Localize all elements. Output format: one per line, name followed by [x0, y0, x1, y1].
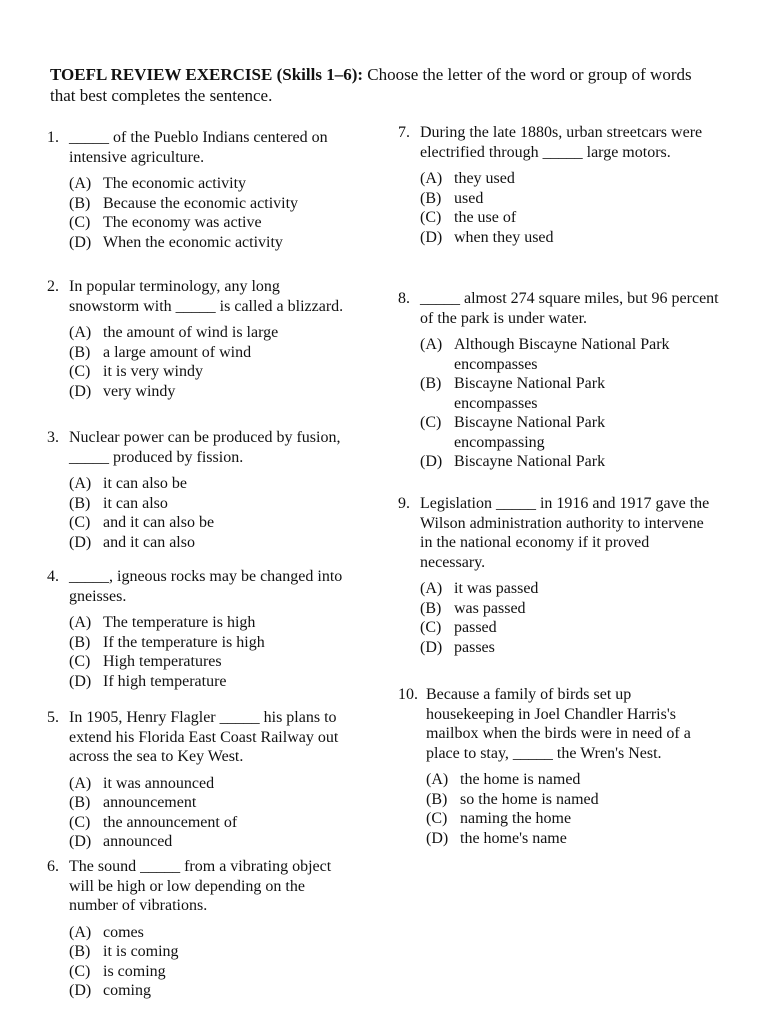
options-list [69, 474, 367, 552]
option-b[interactable]: (B) it can also [69, 494, 168, 512]
question-number: 5. [47, 709, 59, 726]
options-list [426, 770, 708, 848]
question-number: 6. [47, 858, 59, 875]
exercise-header [50, 64, 720, 106]
option-a[interactable]: (A) the home is named [426, 771, 581, 788]
question-7 [398, 123, 708, 247]
option-d[interactable]: (D) when they used [420, 228, 554, 246]
option-a[interactable]: (A) Although Biscayne National Park encompasses [420, 336, 670, 373]
question-6 [47, 857, 357, 1001]
option-d[interactable]: (D) and it can also [69, 533, 195, 551]
question-10 [398, 685, 708, 848]
question-stem: The sound _____ from a vibrating object will be high or low depending on the number of vibrations. [69, 858, 332, 914]
option-d[interactable]: (D) Biscayne National Park [420, 453, 606, 470]
option-c[interactable]: (C) and it can also be [69, 514, 215, 531]
option-d[interactable]: (D) If high temperature [69, 672, 227, 690]
exercise-instructions: Choose the letter of the word or group of words that best completes the sentence. [50, 65, 692, 105]
question-stem: During the late 1880s, urban streetcars were electrified through _____ large motors. [420, 124, 703, 161]
question-4 [47, 567, 367, 691]
options-list [420, 335, 728, 472]
option-c[interactable]: (C) passed [420, 619, 497, 636]
option-b[interactable]: (B) was passed [420, 599, 526, 617]
option-a[interactable]: (A) The economic activity [69, 175, 247, 192]
question-number: 8. [398, 290, 410, 307]
option-b[interactable]: (B) announcement [69, 794, 197, 811]
option-b[interactable]: (B) used [420, 189, 484, 207]
question-number: 9. [398, 495, 410, 512]
question-stem: In 1905, Henry Flagler _____ his plans to extend his Florida East Coast Railway out across the sea to Key West. [69, 709, 339, 765]
option-a[interactable]: (A) they used [420, 170, 515, 187]
option-d[interactable]: (D) very windy [69, 382, 176, 400]
question-8 [398, 289, 728, 472]
options-list [69, 923, 357, 1001]
option-c[interactable]: (C) is coming [69, 962, 166, 980]
option-a[interactable]: (A) the amount of wind is large [69, 324, 279, 341]
option-c[interactable]: (C) Biscayne National Park encompassing [420, 414, 606, 451]
options-list [69, 774, 367, 852]
option-a[interactable]: (A) it was announced [69, 774, 215, 792]
exercise-title: TOEFL REVIEW EXERCISE (Skills 1–6): [50, 65, 364, 84]
question-number: 10. [398, 686, 418, 703]
options-list [69, 174, 377, 252]
options-list [69, 613, 367, 691]
question-stem: Because a family of birds set up housekeeping in Joel Chandler Harris's mailbox when the birds were in need of a place to stay, _____ the Wren's Nest. [426, 686, 691, 762]
option-b[interactable]: (B) If the temperature is high [69, 633, 265, 651]
option-d[interactable]: (D) passes [420, 638, 495, 656]
question-number: 7. [398, 124, 410, 141]
option-b[interactable]: (B) Because the economic activity [69, 194, 299, 212]
question-number: 1. [47, 129, 59, 146]
question-stem: _____, igneous rocks may be changed into gneisses. [69, 568, 343, 605]
option-a[interactable]: (A) it was passed [420, 580, 539, 597]
option-b[interactable]: (B) a large amount of wind [69, 343, 252, 361]
option-b[interactable]: (B) Biscayne National Park encompasses [420, 375, 606, 412]
question-3 [47, 428, 367, 552]
option-d[interactable]: (D) announced [69, 833, 173, 850]
option-c[interactable]: (C) it is very windy [69, 363, 203, 380]
option-c[interactable]: (C) High temperatures [69, 653, 222, 670]
question-stem: _____ almost 274 square miles, but 96 percent of the park is under water. [420, 290, 719, 327]
option-a[interactable]: (A) The temperature is high [69, 614, 256, 631]
question-stem: In popular terminology, any long snowstorm with _____ is called a blizzard. [69, 278, 344, 315]
option-c[interactable]: (C) naming the home [426, 810, 572, 827]
option-c[interactable]: (C) The economy was active [69, 214, 262, 231]
option-b[interactable]: (B) it is coming [69, 943, 179, 960]
option-d[interactable]: (D) coming [69, 982, 151, 999]
option-b[interactable]: (B) so the home is named [426, 790, 599, 808]
question-stem: Nuclear power can be produced by fusion, _____ produced by fission. [69, 429, 341, 466]
option-c[interactable]: (C) the announcement of [69, 813, 238, 831]
options-list [420, 579, 718, 657]
question-stem: Legislation _____ in 1916 and 1917 gave the Wilson administration authority to intervene in the national economy if it proved necessary. [420, 495, 710, 571]
option-d[interactable]: (D) When the economic activity [69, 233, 283, 251]
question-9 [398, 494, 718, 657]
question-number: 2. [47, 278, 59, 295]
question-number: 3. [47, 429, 59, 446]
option-a[interactable]: (A) comes [69, 923, 144, 941]
option-a[interactable]: (A) it can also be [69, 475, 187, 492]
option-d[interactable]: (D) the home's name [426, 829, 567, 847]
question-5 [47, 708, 367, 852]
option-c[interactable]: (C) the use of [420, 209, 517, 226]
question-2 [47, 277, 347, 401]
question-number: 4. [47, 568, 59, 585]
options-list [420, 169, 708, 247]
options-list [69, 323, 347, 401]
question-stem: _____ of the Pueblo Indians centered on intensive agriculture. [69, 129, 328, 166]
question-1 [47, 128, 377, 252]
